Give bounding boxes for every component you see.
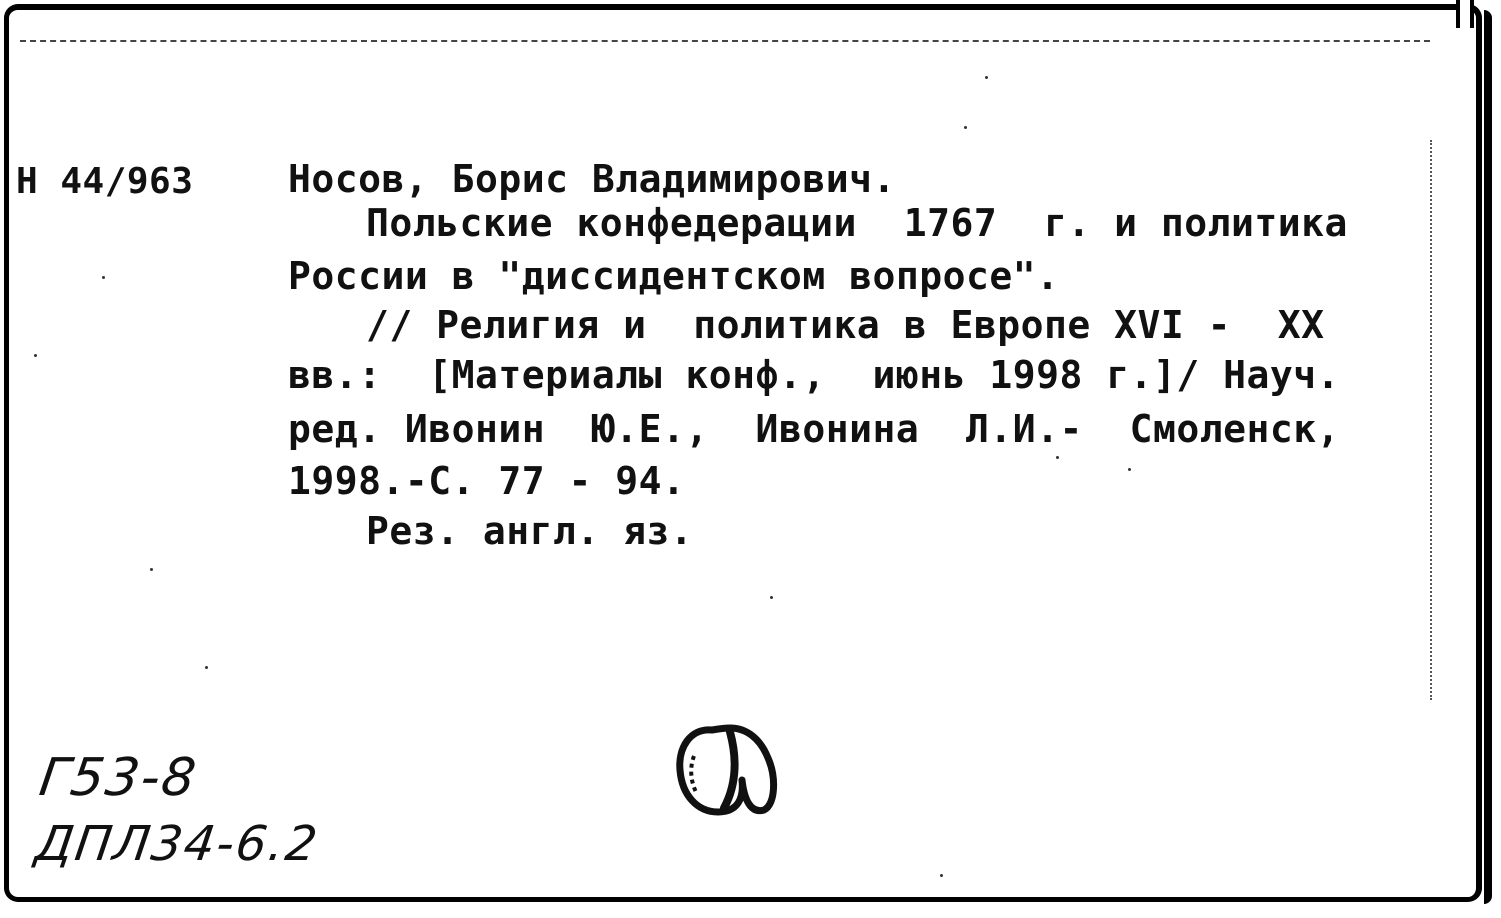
paper-speck bbox=[964, 126, 967, 129]
card-tab-stub bbox=[1456, 0, 1474, 28]
source-line-1: // Религия и политика в Европе XVI - XX bbox=[366, 303, 1325, 347]
paper-speck bbox=[940, 874, 943, 877]
paper-speck bbox=[34, 354, 37, 357]
paper-speck bbox=[1056, 456, 1059, 459]
handwritten-code-2: ДПЛ34-6.2 bbox=[32, 816, 323, 872]
card-right-margin-rule bbox=[1430, 140, 1432, 700]
paper-speck bbox=[205, 666, 208, 669]
language-note: Рез. англ. яз. bbox=[366, 509, 694, 553]
title-line-1: Польские конфедерации 1767 г. и политика bbox=[366, 201, 1348, 245]
paper-speck bbox=[102, 276, 105, 279]
ownership-stamp bbox=[672, 718, 782, 818]
paper-speck bbox=[985, 76, 988, 79]
card-top-rule bbox=[20, 40, 1430, 42]
shelf-mark: Н 44/963 bbox=[16, 161, 194, 202]
source-line-3: ред. Ивонин Ю.Е., Ивонина Л.И.- Смоленск, bbox=[288, 407, 1341, 451]
author-heading: Носов, Борис Владимирович. bbox=[288, 157, 896, 201]
source-line-4: 1998.-С. 77 - 94. bbox=[288, 459, 686, 503]
handwritten-code-1: Г53-8 bbox=[35, 748, 202, 808]
card-edge-shadow bbox=[1484, 10, 1492, 904]
paper-speck bbox=[1128, 468, 1131, 471]
paper-speck bbox=[150, 568, 153, 571]
source-line-2: вв.: [Материалы конф., июнь 1998 г.]/ Науч. bbox=[288, 353, 1341, 397]
paper-speck bbox=[770, 596, 773, 599]
title-line-2: России в "диссидентском вопросе". bbox=[288, 254, 1060, 298]
